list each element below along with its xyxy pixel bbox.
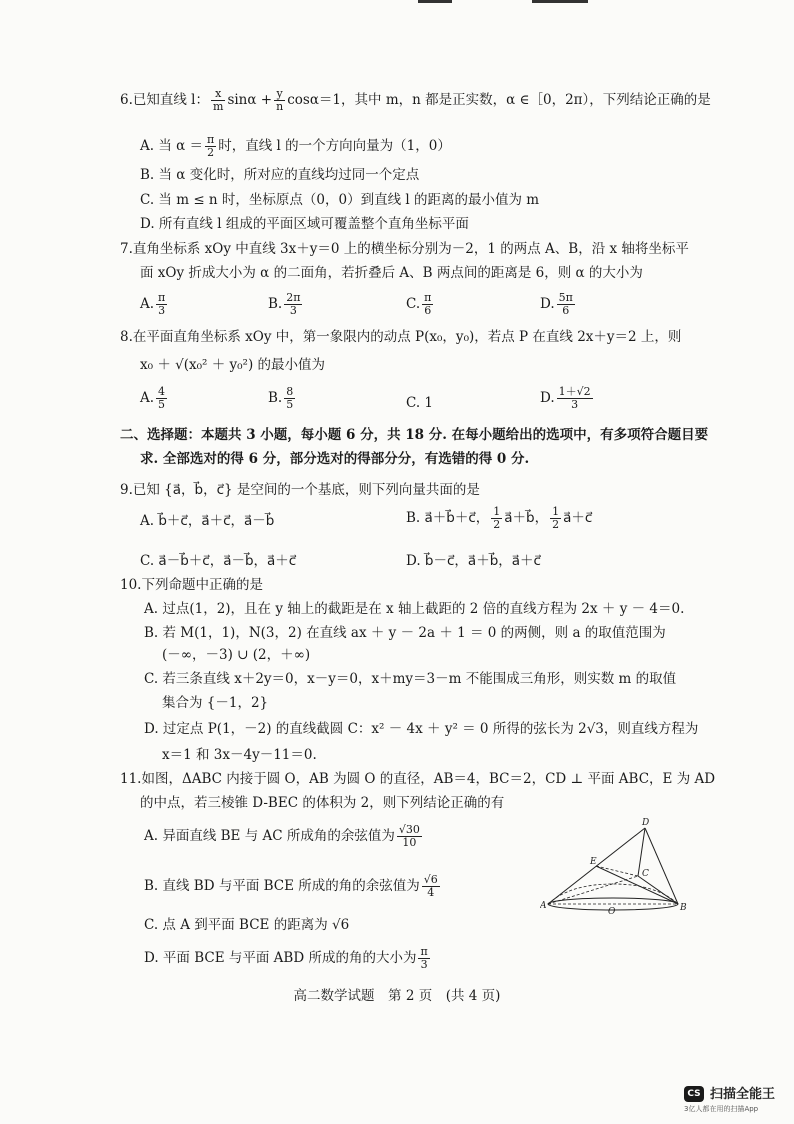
q6-stem-mid: sinα +: [227, 92, 273, 108]
q8-stem-line2: x₀ ＋ √(x₀² ＋ y₀²) 的最小值为: [140, 357, 326, 373]
q8-stem-line1: 8.在平面直角坐标系 xOy 中，第一象限内的动点 P(x₀，y₀)，若点 P 在直线 2x＋y＝2 上，则: [120, 329, 682, 345]
q8-option-c: C. 1: [406, 395, 434, 411]
q11-stem-line2: 的中点，若三棱锥 D-BEC 的体积为 2，则下列结论正确的有: [140, 795, 505, 811]
section-instructions: 求. 全部选对的得 6 分，部分选对的得部分分，有选错的得 0 分.: [140, 451, 530, 467]
q11-option-d: D. 平面 BCE 与平面 ABD 所成的角的大小为 $\frac{\pi}{3}$: [144, 945, 428, 971]
watermark-name: 扫描全能王: [710, 1087, 776, 1102]
q7-stem-line2: 面 xOy 折成大小为 α 的二面角，若折叠后 A、B 两点间的距离是 6，则 α 的大小为: [140, 265, 643, 281]
fraction: $\frac{x}{m}$: [213, 87, 224, 113]
camscanner-logo-icon: CS: [684, 1086, 704, 1102]
q8-option-d: D. $\frac{1+√2}{3}$: [540, 385, 591, 411]
label-d: D: [642, 818, 650, 828]
scan-artifact: [532, 0, 588, 3]
q9-option-b: B. a⃗＋b⃗＋c⃗， $\frac{1}{2}$ a⃗＋b⃗， $\frac{1}{2}$ a⃗＋c⃗: [406, 505, 593, 531]
label-c: C: [642, 869, 649, 879]
q10-option-c-line1: C. 若三条直线 x＋2y＝0，x－y＝0，x＋my＝3－m 不能围成三角形，则实数 m 的取值: [144, 671, 677, 687]
section-heading: 二、选择题：本题共 3 小题，每小题 6 分，共 18 分. 在每小题给出的选项中，有多项符合题目要: [120, 427, 709, 443]
q7-stem-line1: 7.直角坐标系 xOy 中直线 3x＋y＝0 上的横坐标分别为－2，1 的两点 A、B，沿 x 轴将坐标平: [120, 241, 689, 257]
q7-option-b: B. $\frac{2\pi}{3}$: [268, 291, 301, 317]
q7-option-d: D. $\frac{5\pi}{6}$: [540, 291, 573, 317]
q11-option-c: C. 点 A 到平面 BCE 的距离为 √6: [144, 917, 350, 933]
geometry-figure: [540, 814, 690, 914]
q10-option-c-line2: 集合为 {－1，2}: [162, 695, 269, 711]
q9-option-a: A. b⃗＋c⃗，a⃗＋c⃗，a⃗－b⃗: [140, 513, 275, 529]
q11-option-a: A. 异面直线 BE 与 AC 所成角的余弦值为 $\frac{√30}{10}$: [144, 823, 420, 849]
q10-option-d-line1: D. 过定点 P(1，－2) 的直线截圆 C：x² － 4x ＋ y² ＝ 0 所得的弦长为 2√3，则直线方程为: [144, 721, 699, 737]
scan-artifact: [418, 0, 452, 3]
q11-option-b: B. 直线 BD 与平面 BCE 所成的角的余弦值为 $\frac{√6}{4}$: [144, 873, 438, 899]
label-b: B: [680, 903, 687, 913]
label-e: E: [590, 857, 597, 867]
q9-option-d: D. b⃗－c⃗，a⃗＋b⃗，a⃗＋c⃗: [406, 553, 541, 569]
q10-option-b-line1: B. 若 M(1，1)，N(3，2) 在直线 ax ＋ y － 2a ＋ 1 ＝ 0 的两侧，则 a 的取值范围为: [144, 625, 666, 641]
q7-option-c: C. $\frac{\pi}{6}$: [406, 291, 432, 317]
q7-option-a: A. $\frac{\pi}{3}$: [140, 291, 166, 317]
label-a: A: [540, 901, 547, 911]
q9-option-c: C. a⃗－b⃗＋c⃗，a⃗－b⃗，a⃗＋c⃗: [140, 553, 297, 569]
q8-option-a: A. $\frac{4}{5}$: [140, 385, 166, 411]
q9-stem: 9.已知 {a⃗，b⃗，c⃗} 是空间的一个基底，则下列向量共面的是: [120, 482, 480, 498]
q10-option-a: A. 过点(1，2)，且在 y 轴上的截距是在 x 轴上截距的 2 倍的直线方程为 2x ＋ y － 4＝0.: [144, 601, 685, 617]
q10-stem: 10.下列命题中正确的是: [120, 577, 263, 593]
q6-option-a: A. 当 α ＝ $\frac{\pi}{2}$ 时，直线 l 的一个方向向量为（1，0）: [140, 133, 451, 159]
label-o: O: [608, 907, 616, 914]
q6-stem-start: 6.已知直线 l：: [120, 92, 209, 108]
page-footer: 高二数学试题 第 2 页 (共 4 页): [293, 988, 501, 1004]
q8-option-b: B. $\frac{8}{5}$: [268, 385, 294, 411]
q11-stem-line1: 11.如图，ΔABC 内接于圆 O，AB 为圆 O 的直径，AB＝4，BC＝2，CD ⊥ 平面 ABC，E 为 AD: [120, 771, 716, 787]
q6-option-c: C. 当 m ≤ n 时，坐标原点（0，0）到直线 l 的距离的最小值为 m: [140, 192, 540, 208]
q6-option-b: B. 当 α 变化时，所对应的直线均过同一个定点: [140, 167, 420, 183]
fraction: $\frac{\pi}{2}$: [207, 133, 215, 159]
fraction: $\frac{y}{n}$: [276, 87, 284, 113]
q6-stem-end: cosα＝1，其中 m，n 都是正实数，α ∈［0，2π），下列结论正确的是: [287, 92, 711, 108]
watermark-slogan: 3亿人都在用的扫描App: [684, 1105, 759, 1113]
q10-option-b-line2: (－∞，－3) ∪ (2，＋∞): [162, 647, 311, 663]
q6-option-d: D. 所有直线 l 组成的平面区域可覆盖整个直角坐标平面: [140, 216, 469, 232]
q6-stem: [120, 88, 711, 113]
q10-option-d-line2: x＝1 和 3x－4y－11＝0.: [162, 747, 317, 763]
